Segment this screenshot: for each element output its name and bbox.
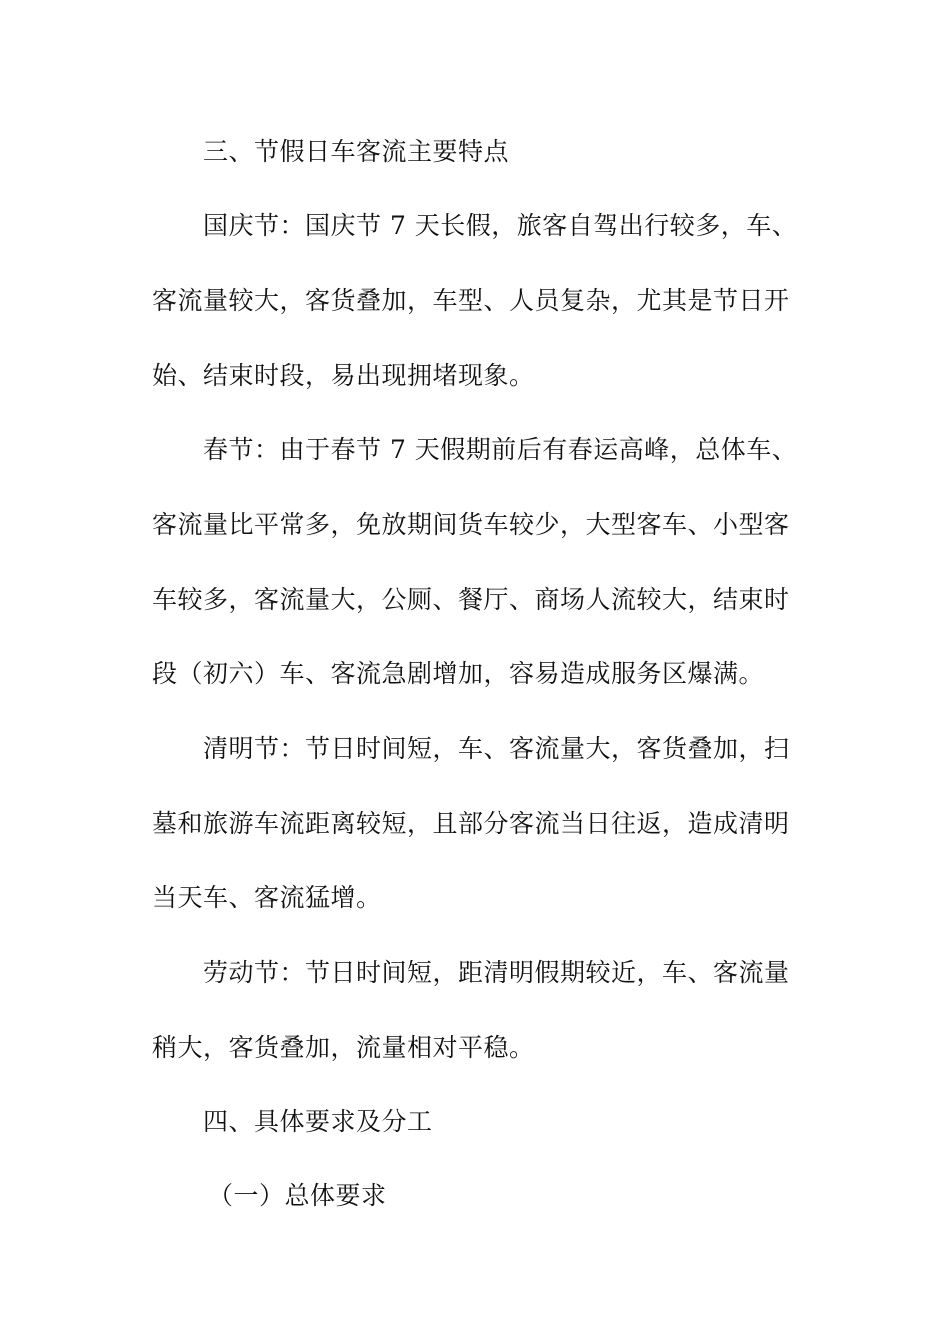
national-day-paragraph-line-2: 客流量较大，客货叠加，车型、人员复杂，尤其是节日开 xyxy=(152,286,790,315)
spring-festival-paragraph-line-2: 客流量比平常多，免放期间货车较少，大型客车、小型客 xyxy=(152,510,790,539)
spring-festival-paragraph-line-4: 段（初六）车、客流急剧增加，容易造成服务区爆满。 xyxy=(152,659,765,688)
section-heading-three: 三、节假日车客流主要特点 xyxy=(203,137,510,166)
spring-festival-paragraph-line-3: 车较多，客流量大，公厕、餐厅、商场人流较大，结束时 xyxy=(152,585,790,614)
labor-day-paragraph-line-2: 稍大，客货叠加，流量相对平稳。 xyxy=(152,1033,535,1062)
national-day-paragraph-line-1: 国庆节：国庆节 7 天长假，旅客自驾出行较多，车、 xyxy=(203,211,798,240)
section-heading-four: 四、具体要求及分工 xyxy=(203,1107,433,1136)
qingming-paragraph-line-2: 墓和旅游车流距离较短，且部分客流当日往返，造成清明 xyxy=(152,809,790,838)
qingming-paragraph-line-1: 清明节：节日时间短，车、客流量大，客货叠加，扫 xyxy=(203,734,790,763)
qingming-paragraph-line-3: 当天车、客流猛增。 xyxy=(152,883,382,912)
spring-festival-paragraph-line-1: 春节：由于春节 7 天假期前后有春运高峰，总体车、 xyxy=(203,435,798,464)
national-day-paragraph-line-3: 始、结束时段，易出现拥堵现象。 xyxy=(152,361,535,390)
subsection-heading-general-requirements: （一）总体要求 xyxy=(208,1181,387,1210)
labor-day-paragraph-line-1: 劳动节：节日时间短，距清明假期较近，车、客流量 xyxy=(203,958,790,987)
